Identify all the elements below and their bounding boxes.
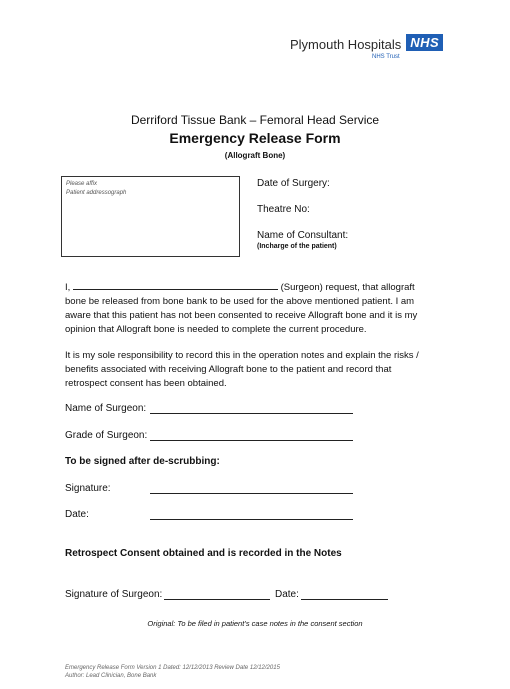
addressograph-hint-2: Patient addressograph (66, 190, 127, 196)
retrospect-consent-heading: Retrospect Consent obtained and is recorded in the Notes (65, 548, 342, 559)
surgeon-grade-label: Grade of Surgeon: (65, 430, 148, 441)
consultant-note: (Incharge of the patient) (257, 243, 337, 250)
retrospect-date-label: Date: (275, 589, 299, 600)
request-line-3: aware that this patient has not been consented to receive Allograft bone and it is my (65, 310, 418, 321)
request-line-4: opinion that Allograft bone is needed to complete the current procedure. (65, 324, 367, 335)
surgeon-request-line (65, 281, 450, 295)
responsibility-line-1: It is my sole responsibility to record this in the operation notes and explain the risks / (65, 350, 419, 361)
surgeon-signature-field[interactable] (164, 599, 270, 600)
date-of-surgery-label: Date of Surgery: (257, 178, 330, 189)
form-title: Emergency Release Form (169, 130, 341, 146)
footer-author: Author: Lead Clinician, Bone Bank (65, 673, 157, 679)
surgeon-grade-field[interactable] (150, 440, 353, 441)
signature-field[interactable] (150, 493, 353, 494)
descrubbing-heading: To be signed after de-scrubbing: (65, 456, 220, 467)
retrospect-date-field[interactable] (301, 599, 388, 600)
surgeon-name-label: Name of Surgeon: (65, 403, 147, 414)
date-label: Date: (65, 509, 89, 520)
theatre-no-label: Theatre No: (257, 204, 310, 215)
date-field[interactable] (150, 519, 353, 520)
footer-version: Emergency Release Form Version 1 Dated: 12/12/2013 Review Date 12/12/2015 (65, 665, 280, 671)
responsibility-line-2: benefits associated with receiving Allograft bone to the patient and record that (65, 364, 392, 375)
request-line1-suffix: (Surgeon) request, that allograft (280, 282, 415, 293)
responsibility-line-3: retrospect consent has been obtained. (65, 378, 227, 389)
nhs-logo: NHS (406, 34, 443, 51)
signature-label: Signature: (65, 483, 111, 494)
patient-addressograph-box[interactable] (61, 176, 240, 257)
original-filing-note: Original: To be filed in patient’s case notes in the consent section (147, 619, 363, 628)
surgeon-name-field[interactable] (150, 413, 353, 414)
request-prefix: I, (65, 282, 71, 293)
surgeon-signature-label: Signature of Surgeon: (65, 589, 163, 600)
org-name: Plymouth Hospitals (290, 37, 402, 52)
surgeon-name-blank[interactable] (73, 289, 278, 290)
trust-branding (290, 34, 443, 60)
request-line-2: bone be released from bone bank to be used for the above mentioned patient. I am (65, 296, 415, 307)
consultant-label: Name of Consultant: (257, 230, 349, 241)
service-title: Derriford Tissue Bank – Femoral Head Service (130, 113, 380, 127)
trust-name: NHS Trust (372, 54, 400, 60)
form-subtitle: (Allograft Bone) (224, 151, 286, 160)
addressograph-hint-1: Please affix (66, 181, 98, 187)
